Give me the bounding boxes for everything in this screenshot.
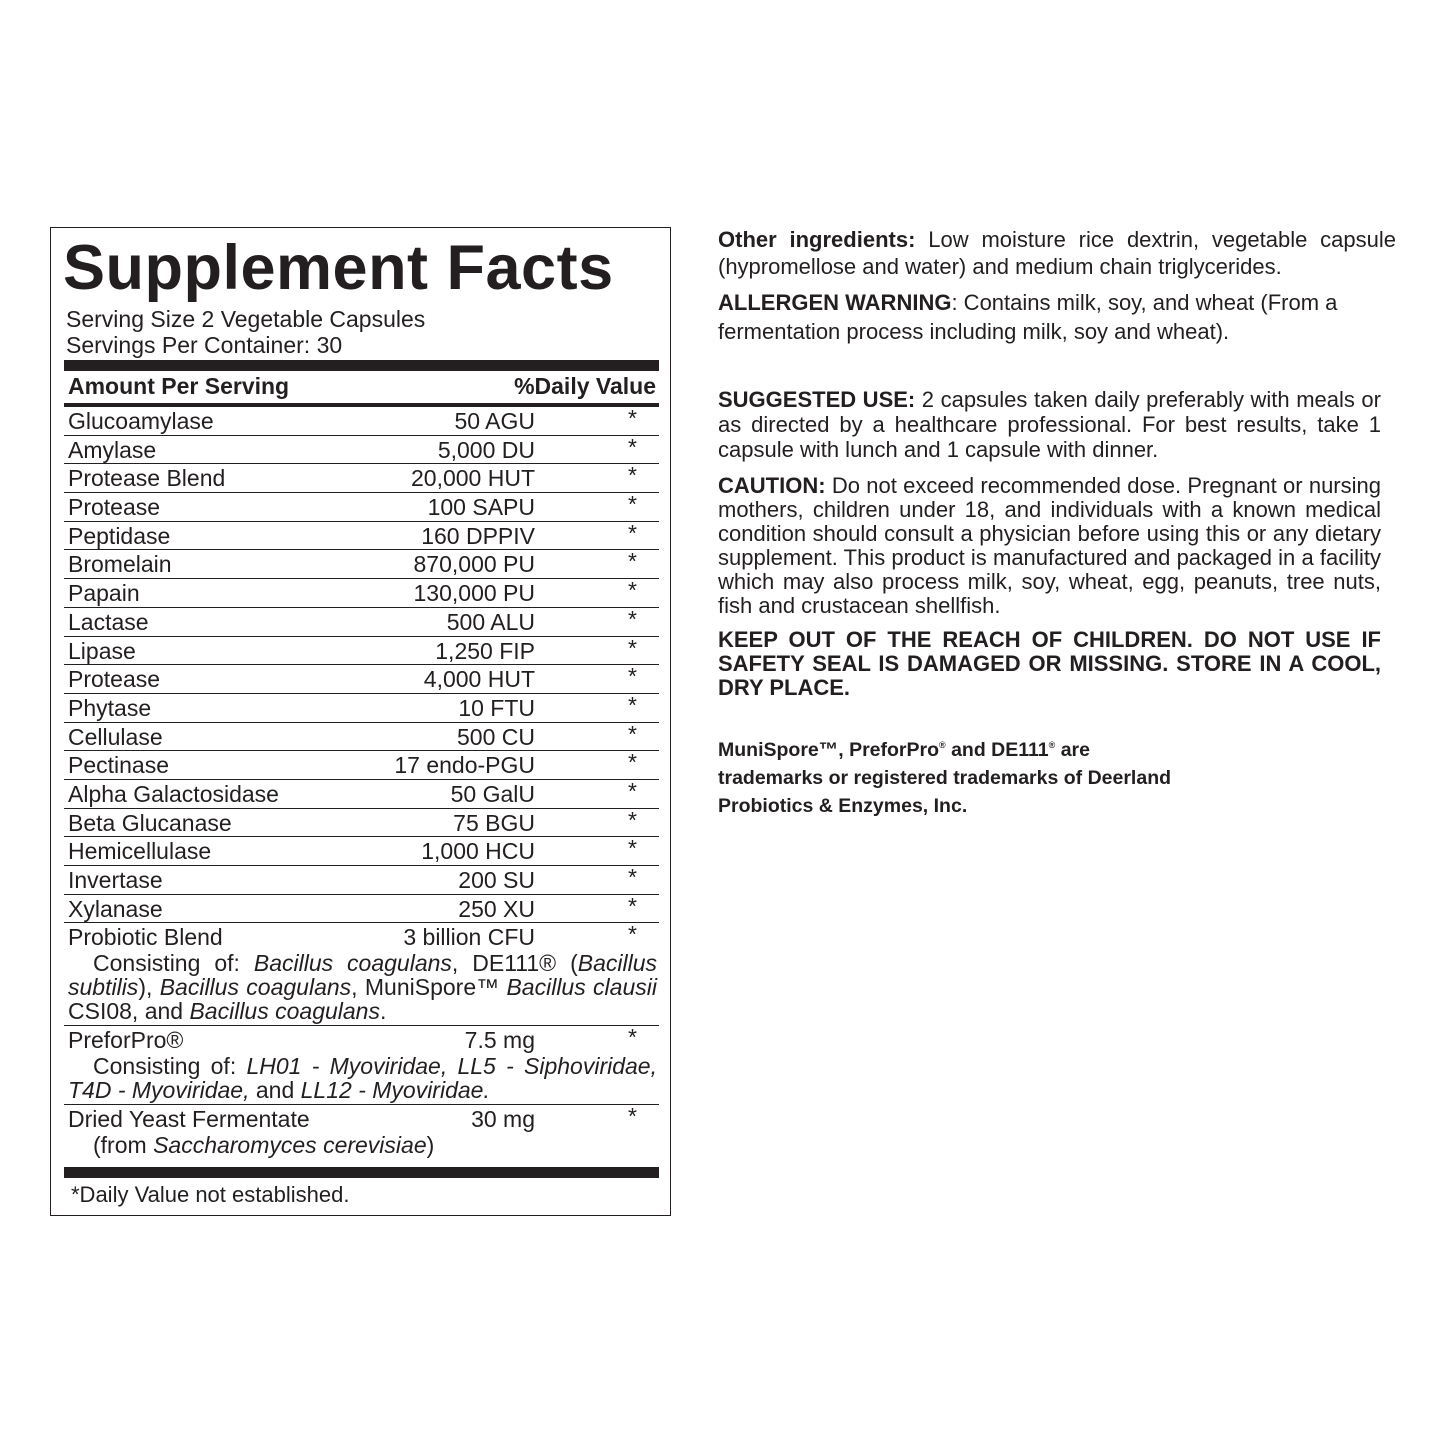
table-row (64, 433, 659, 465)
text: , MuniSpore™ (351, 974, 507, 1001)
nutrient-name: Papain (68, 580, 140, 607)
yeast-description (64, 1133, 659, 1157)
table-row (64, 806, 659, 838)
text: . (379, 998, 387, 1025)
nutrient-name: Pectinase (68, 752, 170, 779)
table-row (64, 866, 659, 895)
allergen-warning (718, 288, 1378, 346)
species: Bacillus clausii (506, 974, 657, 1001)
text: and (249, 1077, 301, 1104)
other-ingredients (718, 226, 1396, 280)
nutrient-name: Dried Yeast Fermentate (68, 1106, 310, 1133)
nutrient-amount: 1,000 HCU (421, 838, 535, 865)
nutrient-amount: 4,000 HUT (423, 666, 535, 693)
table-row (64, 579, 659, 608)
suggested-use-text: 2 capsules taken daily preferably with meals or as directed by a healthcare professional. For best results, take 1 capsule with lunch and 1 capsule with dinner. (718, 387, 1381, 462)
nutrient-amount: 1,250 FIP (435, 637, 535, 664)
nutrient-name: Glucoamylase (68, 408, 214, 434)
daily-value-star: * (628, 749, 637, 776)
daily-value-star: * (628, 462, 637, 489)
table-row (64, 837, 659, 866)
nutrient-amount: 30 mg (471, 1106, 535, 1133)
daily-value-star: * (628, 433, 637, 460)
table-row (64, 691, 659, 723)
table-row (64, 777, 659, 809)
species: Bacillus coagulans (159, 974, 352, 1001)
table-row (64, 464, 659, 493)
preforpro-description (64, 1054, 659, 1102)
trademark-text: MuniSpore™, PreforPro (718, 739, 940, 761)
species: Bacillus coagulans (253, 950, 452, 977)
serving-size: Serving Size 2 Vegetable Capsules (66, 306, 426, 332)
nutrient-name: Alpha Galactosidase (68, 780, 279, 807)
servings-per-container: Servings Per Container: 30 (66, 332, 343, 358)
nutrient-amount: 250 XU (458, 895, 535, 922)
daily-value-star: * (628, 864, 637, 890)
nutrient-amount: 75 BGU (453, 809, 535, 836)
registered-mark: ® (939, 740, 946, 750)
probiotic-description (64, 951, 659, 1023)
other-ingredients-text: Low moisture rice dextrin, vegetable capsule (hypromellose and water) and medium chain triglycerides. (718, 227, 1397, 279)
nutrient-name: Protease Blend (68, 465, 226, 492)
nutrient-amount: 500 ALU (446, 608, 535, 635)
nutrient-amount: 10 FTU (458, 694, 535, 721)
from-prefix: (from (93, 1132, 154, 1159)
allergen-label: ALLERGEN WARNING (718, 290, 952, 315)
nutrient-name: Bromelain (68, 551, 172, 578)
trademark-text: and DE111 (945, 739, 1049, 761)
nutrient-name: PreforPro® (68, 1027, 184, 1054)
nutrient-amount: 50 AGU (454, 408, 535, 434)
table-row (64, 720, 659, 752)
daily-value-star: * (628, 548, 637, 575)
divider-thick-top (64, 360, 659, 371)
daily-value-star: * (628, 605, 637, 632)
nutrient-amount: 5,000 DU (437, 436, 535, 463)
nutrient-amount: 870,000 PU (413, 551, 535, 578)
daily-value-star: * (628, 405, 637, 431)
daily-value-star: * (628, 921, 637, 948)
daily-value-star: * (628, 663, 637, 690)
allergen-text: : Contains milk, soy, and wheat (From a fermentation process including milk, soy and wheat). (718, 290, 1338, 344)
daily-value-star: * (628, 1103, 637, 1130)
table-row (64, 634, 659, 666)
daily-value-star: * (628, 519, 637, 546)
nutrient-name: Protease (68, 666, 161, 693)
daily-value-star: * (628, 691, 637, 718)
table-row (64, 665, 659, 694)
table-row (64, 407, 659, 436)
daily-value-star: * (628, 835, 637, 862)
suggested-use (718, 387, 1381, 462)
table-row (64, 892, 659, 924)
trademark-notice (718, 731, 1358, 820)
other-ingredients-label: Other ingredients: (718, 227, 916, 252)
nutrient-amount: 160 DPPIV (421, 522, 535, 549)
phages: LL12 - Myoviridae. (300, 1077, 490, 1104)
serving-info (66, 306, 425, 358)
nutrient-amount: 7.5 mg (464, 1027, 535, 1054)
table-row (64, 751, 659, 780)
nutrient-name: Cellulase (68, 723, 163, 750)
nutrient-amount: 500 CU (457, 723, 535, 750)
nutrient-amount: 200 SU (458, 867, 535, 893)
nutrient-table (64, 407, 659, 1159)
caution-label: CAUTION: (718, 473, 826, 498)
text: ), (138, 974, 160, 1001)
trademark-line-2: trademarks or registered trademarks of Deerland (718, 767, 1172, 789)
footnote: *Daily Value not established. (71, 1182, 350, 1207)
nutrient-amount: 130,000 PU (413, 580, 535, 607)
nutrient-amount: 17 endo-PGU (394, 752, 535, 779)
nutrient-name: Probiotic Blend (68, 924, 223, 951)
daily-value-star: * (628, 777, 637, 804)
facts-title: Supplement Facts (63, 233, 614, 303)
nutrient-name: Invertase (68, 867, 163, 893)
supplement-facts-panel (50, 227, 671, 1216)
daily-value-star: * (628, 892, 637, 919)
nutrient-amount: 3 billion CFU (403, 924, 535, 951)
nutrient-amount: 100 SAPU (427, 494, 535, 521)
species: Bacillus subtilis (68, 950, 657, 1001)
from-suffix: ) (426, 1132, 435, 1159)
nutrient-name: Amylase (68, 436, 157, 463)
trademark-text: are (1055, 739, 1090, 761)
nutrient-amount: 20,000 HUT (410, 465, 535, 492)
trademark-line-1 (718, 731, 1358, 764)
daily-value-star: * (628, 634, 637, 661)
table-row (64, 605, 659, 637)
table-row-probiotic (64, 923, 659, 1026)
table-row-yeast (64, 1105, 659, 1159)
table-row-preforpro (64, 1026, 659, 1105)
consisting-label: Consisting of: (93, 950, 254, 977)
daily-value-label: %Daily Value (514, 373, 656, 399)
nutrient-name: Protease (68, 494, 161, 521)
nutrient-amount: 50 GalU (450, 780, 535, 807)
nutrient-name: Lactase (68, 608, 149, 635)
registered-mark: ® (1048, 740, 1056, 750)
consisting-label: Consisting of: (93, 1053, 247, 1080)
daily-value-star: * (628, 491, 637, 518)
nutrient-name: Xylanase (68, 895, 163, 922)
daily-value-star: * (628, 1024, 637, 1051)
text: , DE111® ( (451, 950, 578, 977)
phages: LH01 - Myoviridae, LL5 - Siphoviridae, T4D - Myoviridae, (68, 1053, 657, 1104)
suggested-use-label: SUGGESTED USE: (718, 387, 916, 412)
nutrient-name: Hemicellulase (68, 838, 212, 865)
nutrient-name: Beta Glucanase (68, 809, 232, 836)
daily-value-star: * (628, 806, 637, 833)
amount-header (68, 372, 656, 400)
daily-value-star: * (628, 720, 637, 747)
daily-value-star: * (628, 577, 637, 604)
keep-out-warning: KEEP OUT OF THE REACH OF CHILDREN. DO NOT USE IF SAFETY SEAL IS DAMAGED OR MISSING. STORE IN A COOL, DRY PLACE. (718, 627, 1381, 700)
nutrient-name: Phytase (68, 694, 152, 721)
nutrient-name: Peptidase (68, 522, 171, 549)
divider-thick-bottom (64, 1167, 659, 1178)
caution-text: Do not exceed recommended dose. Pregnant or nursing mothers, children under 18, and individuals with a known medical condition should consult a physician before using this or any dietary supplement. This product is manufactured and packaged in a facility which may also process milk, soy, wheat, egg, peanuts, tree nuts, fish and crustacean shellfish. (718, 473, 1381, 618)
species: Saccharomyces cerevisiae (153, 1132, 427, 1159)
table-row (64, 550, 659, 579)
table-row (64, 493, 659, 522)
text: CSI08, and (68, 998, 190, 1025)
amount-per-serving-label: Amount Per Serving (68, 373, 290, 399)
trademark-line-3: Probiotics & Enzymes, Inc. (718, 795, 968, 817)
nutrient-name: Lipase (68, 637, 136, 664)
species: Bacillus coagulans (189, 998, 380, 1025)
caution (718, 474, 1381, 618)
table-row (64, 519, 659, 551)
